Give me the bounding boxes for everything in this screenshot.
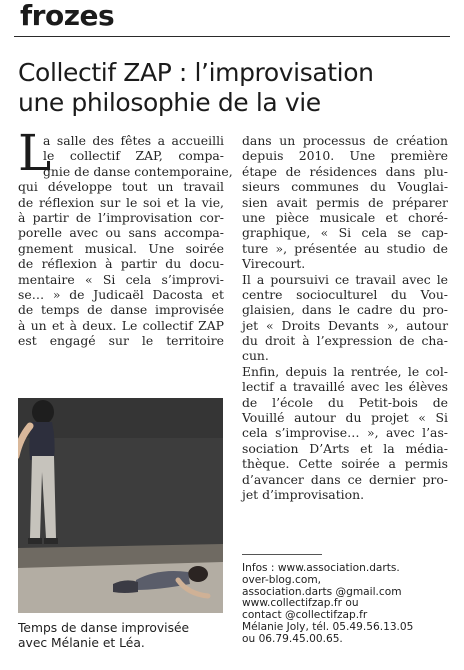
caption-line: avec Mélanie et Léa. — [18, 636, 145, 650]
body-line: gnie de danse contemporaine, — [43, 163, 233, 179]
caption-line: Temps de danse improvisée — [18, 621, 190, 635]
info-line: over-blog.com, — [242, 573, 322, 586]
body-line: Il a poursuivi ce travail avec le — [242, 271, 448, 287]
info-line: www.collectifzap.fr ou — [242, 597, 359, 610]
body-line: sociation D’Arts et la média- — [242, 440, 448, 456]
article-headline — [18, 58, 458, 118]
body-line: de l’école du Petit-bois de — [242, 394, 448, 410]
body-line: d’avancer dans ce dernier pro- — [242, 471, 448, 487]
body-line: lectif a travaillé avec les élèves — [242, 379, 448, 395]
article-column-left — [18, 124, 233, 349]
info-line: ou 06.79.45.00.65. — [242, 632, 343, 645]
body-line: étape de résidences dans plu- — [242, 163, 448, 179]
info-divider — [242, 554, 322, 555]
article-photo — [18, 398, 223, 613]
headline-line-2: une philosophie de la vie — [18, 88, 321, 117]
body-line: Enfin, depuis la rentrée, le col- — [242, 363, 448, 379]
body-line: thèque. Cette soirée a permis — [242, 456, 448, 472]
body-line: jet « Droits Devants », autour — [242, 317, 448, 333]
body-line: graphique, « Si cela se cap- — [242, 225, 448, 241]
body-line: qui développe tout un travail — [18, 179, 224, 195]
body-line: Vouillé autour du projet « Si — [242, 410, 448, 426]
info-line: Mélanie Joly, tél. 05.49.56.13.05 — [242, 620, 414, 633]
body-line: une pièce musicale et choré- — [242, 209, 448, 225]
body-line: glaisien, dans le cadre du pro- — [242, 302, 448, 318]
body-line: cela s’improvise… », avec l’as- — [242, 425, 448, 441]
body-line: à partir de l’improvisation cor- — [18, 209, 224, 225]
body-line: mentaire « Si cela s’improvi- — [18, 271, 224, 287]
body-line: depuis 2010. Une première — [242, 148, 448, 164]
info-line: Infos : www.association.darts. — [242, 562, 400, 574]
info-line: contact @collectifzap.fr — [242, 609, 368, 622]
body-line: gnement musical. Une soirée — [18, 240, 224, 256]
body-line: de réflexion à partir du docu- — [18, 256, 224, 272]
photo-caption — [18, 621, 228, 651]
body-line: de temps de danse improvisée — [18, 302, 224, 318]
body-line: a salle des fêtes a accueilli — [43, 133, 224, 148]
headline-line-1: Collectif ZAP : l’improvisation — [18, 58, 374, 87]
body-line: à un et à deux. Le collectif ZAP — [18, 317, 224, 333]
body-line: du droit à l’expression de cha- — [242, 333, 448, 349]
body-line: centre socioculturel du Vou- — [242, 286, 448, 302]
body-line: de réflexion sur le soi et la vie, — [18, 194, 224, 210]
info-box — [242, 563, 458, 646]
body-line: Virecourt. — [242, 256, 306, 272]
body-line: jet d’improvisation. — [242, 486, 365, 502]
drop-cap: L — [18, 124, 52, 182]
body-line: dans un processus de création — [242, 133, 448, 148]
section-title: frozes — [20, 0, 115, 32]
dancers-illustration — [18, 398, 223, 613]
body-line: porelle avec ou sans accompa- — [18, 225, 224, 241]
info-line: association.darts @gmail.com — [242, 585, 402, 598]
body-line: se… » de Judicaël Dacosta et — [18, 286, 224, 302]
body-line: le collectif ZAP, compa- — [43, 148, 224, 164]
body-line: est engagé sur le territoire — [18, 333, 224, 349]
body-line: ture », présentée au studio de — [242, 240, 448, 256]
body-line: sien avait permis de préparer — [242, 194, 448, 210]
body-line: cun. — [242, 348, 269, 364]
section-header — [14, 2, 450, 37]
body-line: sieurs communes du Vouglai- — [242, 179, 448, 195]
article-column-right — [242, 133, 448, 502]
